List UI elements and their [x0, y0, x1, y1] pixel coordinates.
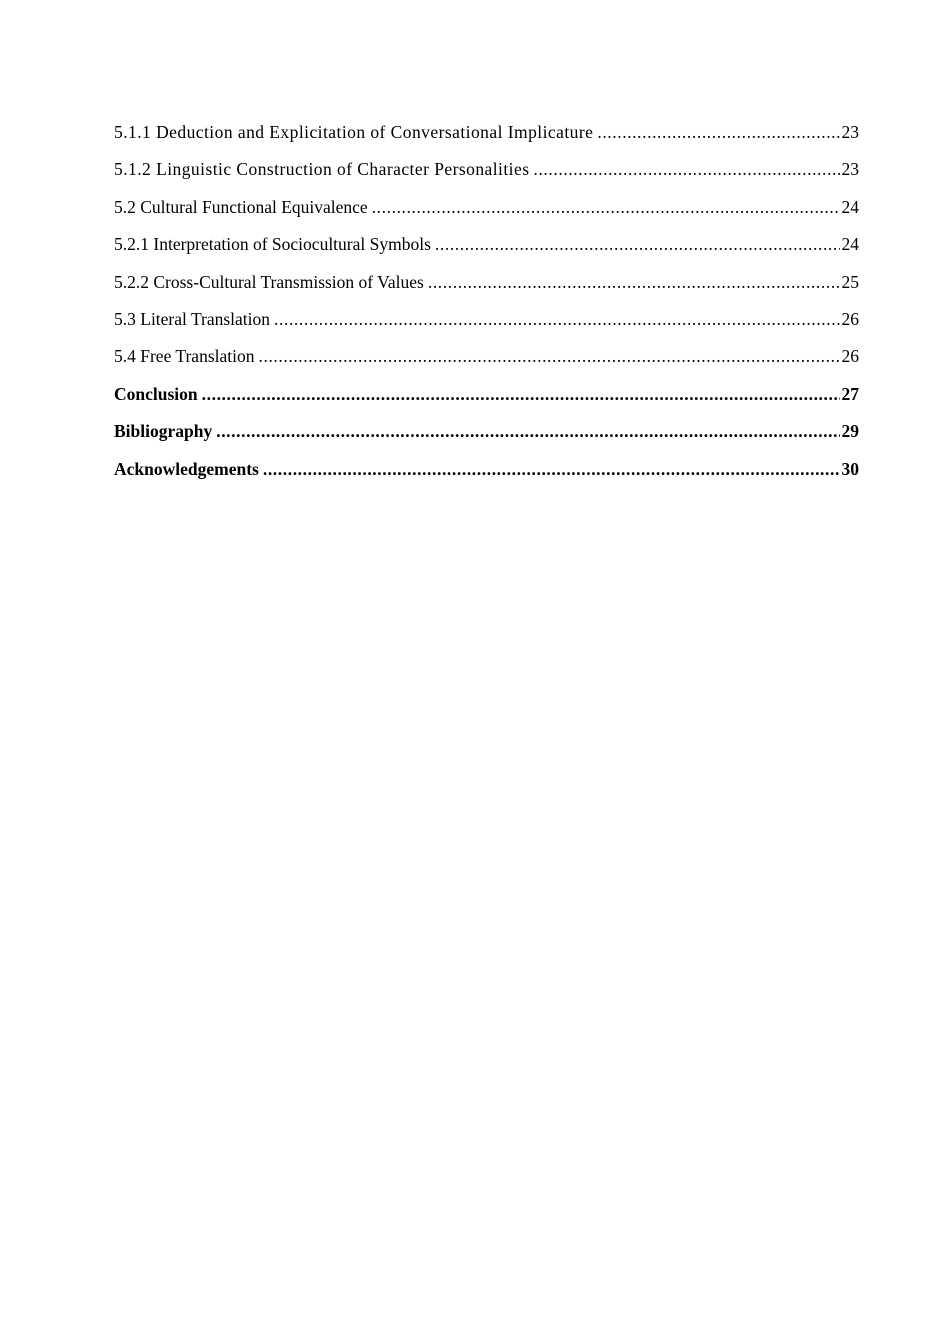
toc-entry-title: 5.2.2 Cross-Cultural Transmission of Values	[114, 271, 424, 292]
toc-entry-page: 24	[841, 234, 859, 255]
toc-entry-title: 5.3 Literal Translation	[114, 308, 271, 329]
toc-entry[interactable]	[114, 157, 859, 194]
table-of-contents	[114, 120, 859, 494]
toc-dot-leader	[274, 307, 839, 331]
toc-dot-leader	[428, 270, 840, 294]
toc-entry-page: 23	[841, 159, 859, 180]
toc-entry-title: 5.4 Free Translation	[114, 346, 255, 367]
toc-entry-page: 26	[841, 308, 859, 329]
toc-entry-page: 29	[841, 421, 859, 442]
toc-entry-page: 23	[841, 122, 859, 142]
toc-entry[interactable]	[114, 195, 859, 232]
toc-entry[interactable]	[114, 307, 859, 344]
toc-entry-conclusion[interactable]	[114, 382, 859, 419]
toc-dot-leader	[259, 344, 840, 368]
toc-dot-leader	[533, 157, 839, 181]
toc-entry-title: Conclusion	[114, 383, 198, 404]
toc-entry-title: Bibliography	[114, 421, 213, 442]
toc-dot-leader	[435, 232, 840, 256]
toc-entry[interactable]	[114, 232, 859, 269]
toc-entry-acknowledgements[interactable]	[114, 457, 859, 494]
toc-entry-title: Acknowledgements	[114, 458, 259, 479]
toc-dot-leader	[597, 120, 839, 144]
toc-entry[interactable]	[114, 120, 859, 157]
toc-entry-page: 30	[841, 458, 859, 479]
toc-entry-title: 5.1.1 Deduction and Explicitation of Conversational Implicature	[114, 122, 594, 142]
toc-entry-title: 5.2 Cultural Functional Equivalence	[114, 196, 368, 217]
toc-entry[interactable]	[114, 344, 859, 381]
toc-entry-page: 26	[841, 346, 859, 367]
toc-entry-title: 5.1.2 Linguistic Construction of Character Personalities	[114, 159, 530, 180]
toc-dot-leader	[372, 195, 840, 219]
toc-entry-page: 27	[841, 383, 859, 404]
toc-entry[interactable]	[114, 270, 859, 307]
toc-entry-page: 25	[841, 271, 859, 292]
toc-entry-title: 5.2.1 Interpretation of Sociocultural Symbols	[114, 234, 431, 255]
toc-dot-leader	[216, 419, 839, 443]
toc-entry-bibliography[interactable]	[114, 419, 859, 456]
toc-entry-page: 24	[841, 196, 859, 217]
toc-dot-leader	[263, 457, 840, 481]
toc-dot-leader	[202, 382, 840, 406]
